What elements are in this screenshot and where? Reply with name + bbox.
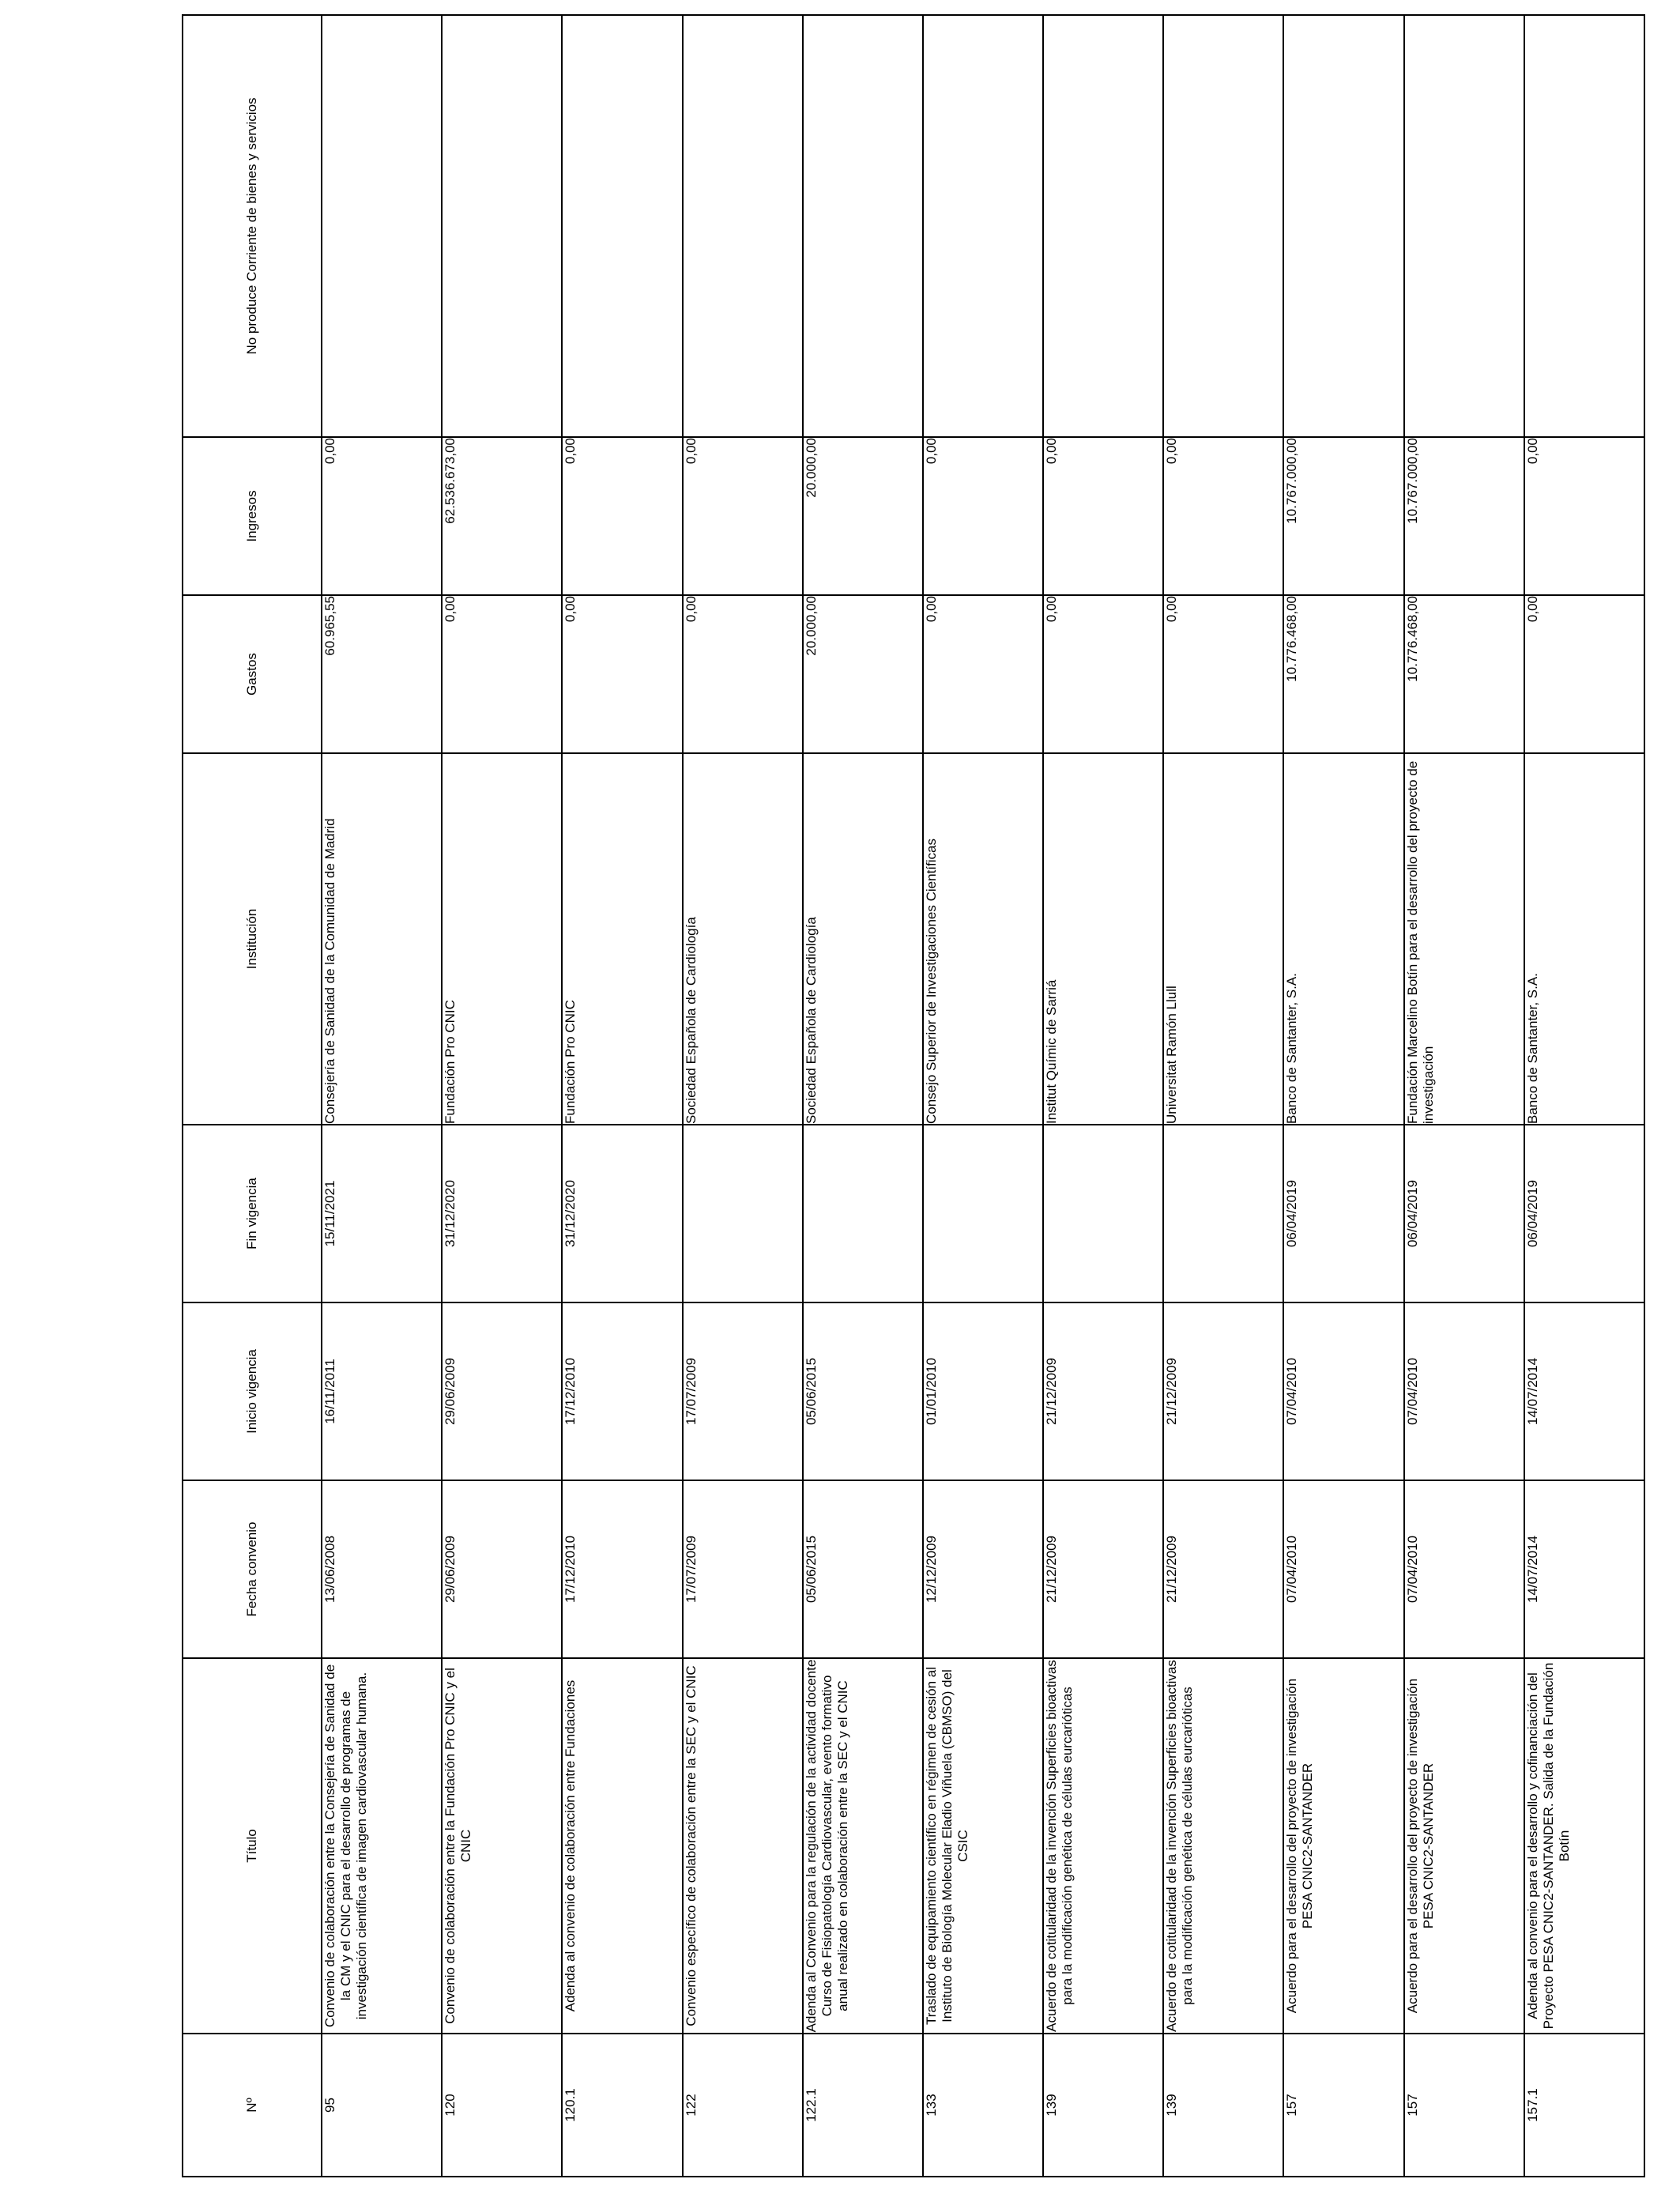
header-titulo: Título [183, 1658, 322, 2034]
cell-fecha-convenio: 07/04/2010 [1283, 1480, 1403, 1658]
cell-no-produce [803, 15, 923, 437]
cell-titulo: Convenio de colaboración entre la Fundación Pro CNIC y el CNIC [442, 1658, 562, 2034]
cell-num: 157.1 [1524, 2034, 1644, 2177]
cell-num: 120 [442, 2034, 562, 2177]
cell-ingresos: 10.767.000,00 [1404, 437, 1524, 595]
cell-ingresos: 0,00 [1043, 437, 1163, 595]
table-row [562, 15, 682, 2177]
table-body [322, 15, 1644, 2177]
cell-fin-vigencia: 31/12/2020 [562, 1125, 682, 1302]
cell-institucion: Fundación Pro CNIC [562, 753, 682, 1125]
header-fin-vigencia: Fin vigencia [183, 1125, 322, 1302]
cell-num: 139 [1043, 2034, 1163, 2177]
cell-no-produce [442, 15, 562, 437]
cell-fin-vigencia [683, 1125, 803, 1302]
rotated-page [182, 16, 1645, 2177]
cell-fecha-convenio: 13/06/2008 [322, 1480, 442, 1658]
cell-num: 120.1 [562, 2034, 682, 2177]
cell-titulo: Adenda al convenio de colaboración entre Fundaciones [562, 1658, 682, 2034]
table-row [683, 15, 803, 2177]
cell-gastos: 0,00 [1524, 595, 1644, 753]
cell-ingresos: 0,00 [322, 437, 442, 595]
table-row [322, 15, 442, 2177]
cell-titulo: Convenio específico de colaboración entre la SEC y el CNIC [683, 1658, 803, 2034]
cell-ingresos: 0,00 [1524, 437, 1644, 595]
cell-gastos: 10.776.468,00 [1283, 595, 1403, 753]
cell-ingresos: 62.536.673,00 [442, 437, 562, 595]
cell-ingresos: 0,00 [1163, 437, 1283, 595]
cell-gastos: 0,00 [1163, 595, 1283, 753]
cell-fin-vigencia [1163, 1125, 1283, 1302]
header-ingresos: Ingresos [183, 437, 322, 595]
cell-ingresos: 0,00 [562, 437, 682, 595]
cell-fecha-convenio: 05/06/2015 [803, 1480, 923, 1658]
cell-fecha-convenio: 07/04/2010 [1404, 1480, 1524, 1658]
cell-num: 95 [322, 2034, 442, 2177]
cell-fin-vigencia: 06/04/2019 [1283, 1125, 1403, 1302]
cell-institucion: Banco de Santanter, S.A. [1524, 753, 1644, 1125]
cell-inicio-vigencia: 29/06/2009 [442, 1302, 562, 1480]
cell-fecha-convenio: 14/07/2014 [1524, 1480, 1644, 1658]
cell-no-produce [683, 15, 803, 437]
cell-institucion: Institut Químic de Sarriá [1043, 753, 1163, 1125]
cell-fin-vigencia: 31/12/2020 [442, 1125, 562, 1302]
cell-titulo: Acuerdo para el desarrollo del proyecto de investigación PESA CNIC2-SANTANDER [1404, 1658, 1524, 2034]
cell-inicio-vigencia: 07/04/2010 [1283, 1302, 1403, 1480]
cell-gastos: 60.965,55 [322, 595, 442, 753]
cell-gastos: 20.000,00 [803, 595, 923, 753]
cell-no-produce [1404, 15, 1524, 437]
convenios-table [182, 14, 1645, 2177]
table-row [1283, 15, 1403, 2177]
header-institucion: Institución [183, 753, 322, 1125]
cell-num: 122 [683, 2034, 803, 2177]
cell-inicio-vigencia: 05/06/2015 [803, 1302, 923, 1480]
header-gastos: Gastos [183, 595, 322, 753]
cell-institucion: Fundación Marcelino Botín para el desarrollo del proyecto de investigación [1404, 753, 1524, 1125]
cell-ingresos: 10.767.000,00 [1283, 437, 1403, 595]
cell-no-produce [1043, 15, 1163, 437]
cell-num: 122.1 [803, 2034, 923, 2177]
cell-fecha-convenio: 17/12/2010 [562, 1480, 682, 1658]
cell-inicio-vigencia: 16/11/2011 [322, 1302, 442, 1480]
cell-institucion: Banco de Santanter, S.A. [1283, 753, 1403, 1125]
table-row [1404, 15, 1524, 2177]
cell-fin-vigencia [1043, 1125, 1163, 1302]
header-fecha-convenio: Fecha convenio [183, 1480, 322, 1658]
cell-gastos: 0,00 [683, 595, 803, 753]
table-row [1163, 15, 1283, 2177]
cell-gastos: 0,00 [1043, 595, 1163, 753]
cell-fecha-convenio: 21/12/2009 [1163, 1480, 1283, 1658]
cell-institucion: Consejo Superior de Investigaciones Científicas [923, 753, 1043, 1125]
cell-fecha-convenio: 21/12/2009 [1043, 1480, 1163, 1658]
cell-num: 139 [1163, 2034, 1283, 2177]
cell-titulo: Traslado de equipamiento científico en régimen de cesión al Instituto de Biología Molecular Eladio Viñuela (CBMSO) del CSIC [923, 1658, 1043, 2034]
cell-ingresos: 0,00 [923, 437, 1043, 595]
cell-inicio-vigencia: 21/12/2009 [1163, 1302, 1283, 1480]
cell-fin-vigencia: 15/11/2021 [322, 1125, 442, 1302]
cell-inicio-vigencia: 17/07/2009 [683, 1302, 803, 1480]
cell-fin-vigencia: 06/04/2019 [1524, 1125, 1644, 1302]
header-num: Nº [183, 2034, 322, 2177]
cell-titulo: Convenio de colaboración entre la Consejería de Sanidad de la CM y el CNIC para el desarrollo de programas de investigación científica de imagen cardiovascular humana. [322, 1658, 442, 2034]
cell-titulo: Acuerdo de cotitularidad de la invención Superficies bioactivas para la modificación genética de células eurcarióticas [1043, 1658, 1163, 2034]
table-row [923, 15, 1043, 2177]
cell-inicio-vigencia: 14/07/2014 [1524, 1302, 1644, 1480]
cell-gastos: 10.776.468,00 [1404, 595, 1524, 753]
cell-fecha-convenio: 29/06/2009 [442, 1480, 562, 1658]
cell-institucion: Sociedad Española de Cardiología [803, 753, 923, 1125]
table-row [1043, 15, 1163, 2177]
cell-inicio-vigencia: 17/12/2010 [562, 1302, 682, 1480]
cell-num: 157 [1404, 2034, 1524, 2177]
cell-institucion: Consejería de Sanidad de la Comunidad de Madrid [322, 753, 442, 1125]
cell-inicio-vigencia: 21/12/2009 [1043, 1302, 1163, 1480]
cell-gastos: 0,00 [442, 595, 562, 753]
cell-no-produce [562, 15, 682, 437]
cell-num: 157 [1283, 2034, 1403, 2177]
cell-fecha-convenio: 12/12/2009 [923, 1480, 1043, 1658]
header-no-produce: No produce Corriente de bienes y servicios [183, 15, 322, 437]
cell-ingresos: 0,00 [683, 437, 803, 595]
cell-no-produce [1283, 15, 1403, 437]
cell-fin-vigencia [923, 1125, 1043, 1302]
cell-num: 133 [923, 2034, 1043, 2177]
table-row [442, 15, 562, 2177]
cell-titulo: Adenda al Convenio para la regulación de la actividad docente Curso de Fisiopatología Cardiovascular, evento formativo anual realizado en colaboración entre la SEC y el CNIC [803, 1658, 923, 2034]
cell-no-produce [1524, 15, 1644, 437]
cell-no-produce [322, 15, 442, 437]
cell-gastos: 0,00 [923, 595, 1043, 753]
cell-no-produce [1163, 15, 1283, 437]
cell-fecha-convenio: 17/07/2009 [683, 1480, 803, 1658]
cell-no-produce [923, 15, 1043, 437]
table-row [803, 15, 923, 2177]
cell-institucion: Universitat Ramón Llull [1163, 753, 1283, 1125]
cell-ingresos: 20.000,00 [803, 437, 923, 595]
cell-institucion: Sociedad Española de Cardiología [683, 753, 803, 1125]
cell-titulo: Acuerdo para el desarrollo del proyecto de investigación PESA CNIC2-SANTANDER [1283, 1658, 1403, 2034]
header-inicio-vigencia: Inicio vigencia [183, 1302, 322, 1480]
cell-gastos: 0,00 [562, 595, 682, 753]
cell-fin-vigencia: 06/04/2019 [1404, 1125, 1524, 1302]
cell-fin-vigencia [803, 1125, 923, 1302]
cell-inicio-vigencia: 01/01/2010 [923, 1302, 1043, 1480]
cell-titulo: Acuerdo de cotitularidad de la invención Superficies bioactivas para la modificación genética de células eurcarióticas [1163, 1658, 1283, 2034]
table-row [1524, 15, 1644, 2177]
cell-inicio-vigencia: 07/04/2010 [1404, 1302, 1524, 1480]
cell-institucion: Fundación Pro CNIC [442, 753, 562, 1125]
header-row [183, 15, 322, 2177]
cell-titulo: Adenda al convenio para el desarrollo y cofinanciación del Proyecto PESA CNIC2-SANTANDER. Salida de la Fundación Botín [1524, 1658, 1644, 2034]
